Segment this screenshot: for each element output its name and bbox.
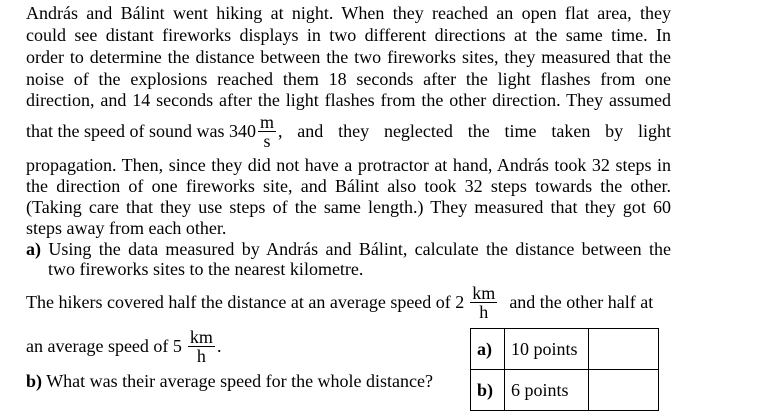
speed-text-after: and the other half at <box>509 292 654 312</box>
points-row-score <box>589 370 659 411</box>
problem-text-line-9: (Taking care that they use steps of the same length.) They measured that they got 60 <box>26 197 671 217</box>
part-b-text: What was their average speed for the whole distance? <box>42 371 434 391</box>
part-a-label: a) <box>26 239 41 259</box>
unit-numerator: km <box>472 282 496 303</box>
speed-text-2-after: . <box>216 336 222 356</box>
problem-text-line-1: András and Bálint went hiking at night. When they reached an open flat area, they <box>26 3 671 23</box>
part-a-text: Using the data measured by András and Bálint, calculate the distance between the <box>41 239 671 259</box>
problem-text-line-3: order to determine the distance between the two fireworks sites, they measured that the <box>26 47 671 67</box>
problem-text-line-2: could see distant fireworks displays in two different directions at the same time. In <box>26 25 671 45</box>
unit-denominator: h <box>479 301 489 322</box>
points-row-score <box>589 329 659 370</box>
sound-speed-unit-fraction <box>258 113 276 150</box>
speed-text-2-before: an average speed of 5 <box>26 336 182 356</box>
sound-speed-text: that the speed of sound was 340 <box>26 121 256 141</box>
speed-text-line-1 <box>26 281 671 323</box>
points-row-part: b) <box>471 370 505 411</box>
points-row-a <box>471 329 659 370</box>
speed-text-line-2 <box>26 325 221 367</box>
problem-text-line-4: noise of the explosions reached them 18 seconds after the light flashes from one <box>26 69 671 89</box>
part-a-question-cont: two fireworks sites to the nearest kilometre. <box>48 259 364 279</box>
points-row-b <box>471 370 659 411</box>
points-table <box>470 328 659 411</box>
problem-text-line-7: propagation. Then, since they did not have a protractor at hand, András took 32 steps in <box>26 155 671 175</box>
speed-unit-fraction-1 <box>470 284 497 321</box>
unit-denominator: h <box>196 345 206 366</box>
unit-numerator: km <box>189 326 213 347</box>
problem-text-line-10: steps away from each other. <box>26 218 227 238</box>
unit-numerator: m <box>259 111 274 132</box>
points-row-value: 6 points <box>505 370 589 411</box>
sound-speed-text-after: , and they neglected the time taken by light <box>277 121 671 141</box>
speed-text-before: The hikers covered half the distance at an average speed of 2 <box>26 292 465 312</box>
speed-unit-fraction-2 <box>188 328 215 365</box>
part-a-question <box>26 239 671 259</box>
part-b-label: b) <box>26 371 43 391</box>
problem-text-line-5: direction, and 14 seconds after the light flashes from the other direction. They assumed <box>26 90 671 110</box>
points-row-value: 10 points <box>505 329 589 370</box>
problem-text-line-6 <box>26 110 671 152</box>
points-row-part: a) <box>471 329 505 370</box>
unit-denominator: s <box>263 130 271 151</box>
problem-text-line-8: the direction of one fireworks site, and Bálint also took 32 steps towards the other. <box>26 176 671 196</box>
part-b-question <box>26 371 433 391</box>
